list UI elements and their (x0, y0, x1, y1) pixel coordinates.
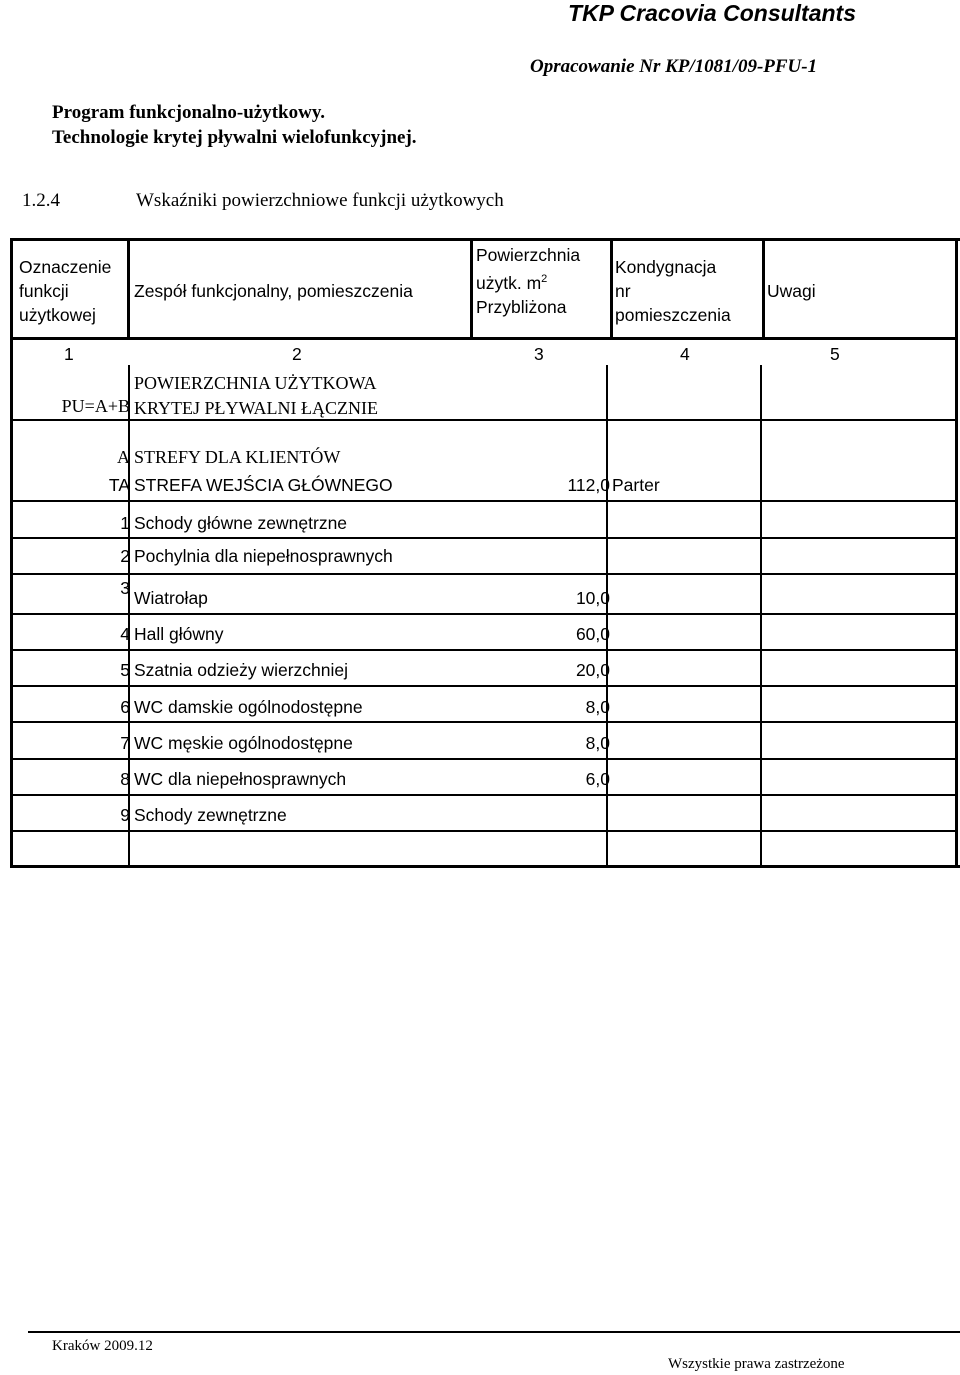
row-line (10, 721, 956, 723)
program-line-2: Technologie krytej pływalni wielofunkcyjnej. (52, 127, 417, 148)
header-floor-line: nr (615, 281, 631, 301)
header-area (476, 243, 580, 319)
row-line (10, 830, 956, 832)
header-col-divider-4 (762, 238, 765, 338)
zone-code: A (117, 447, 130, 467)
header-floor (615, 255, 731, 327)
total-code: PU=A+B (61, 396, 130, 416)
header-remarks: Uwagi (767, 281, 816, 301)
header-area-line: Powierzchnia (476, 245, 581, 265)
header-floor-line: Kondygnacja (615, 257, 717, 277)
header-area-line: Przybliżona (476, 296, 567, 317)
row-line (10, 537, 956, 539)
room-number: 7 (120, 733, 130, 753)
row-line (10, 500, 956, 502)
header-area-unit-sup: 2 (541, 273, 548, 285)
zone-name: STREFY DLA KLIENTÓW (134, 447, 341, 467)
header-col-divider-1 (127, 238, 130, 338)
header-code (19, 255, 111, 327)
room-number: 1 (120, 513, 130, 533)
row-line (10, 649, 956, 651)
room-name: WC damskie ogólnodostępne (134, 697, 363, 717)
col-number: 2 (292, 344, 302, 364)
header-divider (10, 337, 958, 340)
header-floor-line: pomieszczenia (615, 305, 731, 325)
room-area: 8,0 (585, 697, 610, 717)
row-line (10, 613, 956, 615)
footer-place-date: Kraków 2009.12 (52, 1338, 153, 1354)
header-area-unit-text: użytk. m (476, 272, 542, 293)
header-code-line: funkcji (19, 281, 69, 301)
table-border-top (10, 238, 960, 241)
room-name: Hall główny (134, 624, 224, 644)
document-number: Opracowanie Nr KP/1081/09-PFU-1 (530, 56, 818, 77)
room-name: Pochylnia dla niepełnosprawnych (134, 546, 393, 566)
row-line (10, 685, 956, 687)
subzone-name: STREFA WEJŚCIA GŁÓWNEGO (134, 475, 393, 495)
program-line-1: Program funkcjonalno-użytkowy. (52, 102, 326, 123)
body-col-divider-1 (128, 365, 130, 868)
room-number: 4 (120, 624, 130, 644)
room-area: 20,0 (575, 660, 610, 680)
footer-divider (28, 1331, 960, 1333)
area-table (10, 238, 960, 868)
col-number: 5 (830, 344, 840, 364)
room-number: 5 (120, 660, 130, 680)
section-title: Wskaźniki powierzchniowe funkcji użytkowych (136, 190, 504, 211)
header-code-line: użytkowej (19, 305, 96, 325)
table-border-right (955, 238, 958, 868)
subzone-floor: Parter (612, 475, 660, 495)
col-number: 1 (64, 344, 74, 364)
col-number: 3 (534, 344, 544, 364)
table-border-bottom (10, 865, 960, 868)
header-col-divider-2 (470, 238, 473, 338)
footer-rights: Wszystkie prawa zastrzeżone (668, 1356, 845, 1372)
program-title (52, 100, 417, 150)
room-name: Wiatrołap (134, 588, 208, 608)
room-number: 8 (120, 769, 130, 789)
room-number: 3 (120, 578, 130, 598)
subzone-code: TA (108, 475, 130, 495)
room-area: 6,0 (585, 769, 610, 789)
row-line (10, 794, 956, 796)
room-number: 2 (120, 546, 130, 566)
room-name: Szatnia odzieży wierzchniej (134, 660, 348, 680)
room-name: WC męskie ogólnodostępne (134, 733, 353, 753)
room-area: 8,0 (585, 733, 610, 753)
room-name: Schody zewnętrzne (134, 805, 287, 825)
row-line (10, 573, 956, 575)
room-area: 60,0 (575, 624, 610, 644)
header-area-unit (476, 267, 580, 295)
header-function: Zespół funkcjonalny, pomieszczenia (134, 281, 413, 301)
header-code-line: Oznaczenie (19, 257, 112, 277)
company-name: TKP Cracovia Consultants (568, 0, 856, 26)
body-col-divider-3 (760, 365, 762, 868)
col-number: 4 (680, 344, 690, 364)
room-name: Schody główne zewnętrzne (134, 513, 348, 533)
row-line (10, 758, 956, 760)
section-number: 1.2.4 (22, 190, 60, 211)
subzone-area: 112,0 (567, 475, 610, 495)
room-area: 10,0 (575, 588, 610, 608)
table-border-left (10, 238, 13, 868)
room-number: 9 (120, 805, 130, 825)
room-number: 6 (120, 697, 130, 717)
total-name (134, 371, 378, 421)
total-name-line: POWIERZCHNIA UŻYTKOWA (134, 373, 377, 393)
body-col-divider-2 (606, 365, 608, 868)
total-name-line: KRYTEJ PŁYWALNI ŁĄCZNIE (134, 398, 378, 418)
header-col-divider-3 (610, 238, 613, 338)
room-name: WC dla niepełnosprawnych (134, 769, 347, 789)
